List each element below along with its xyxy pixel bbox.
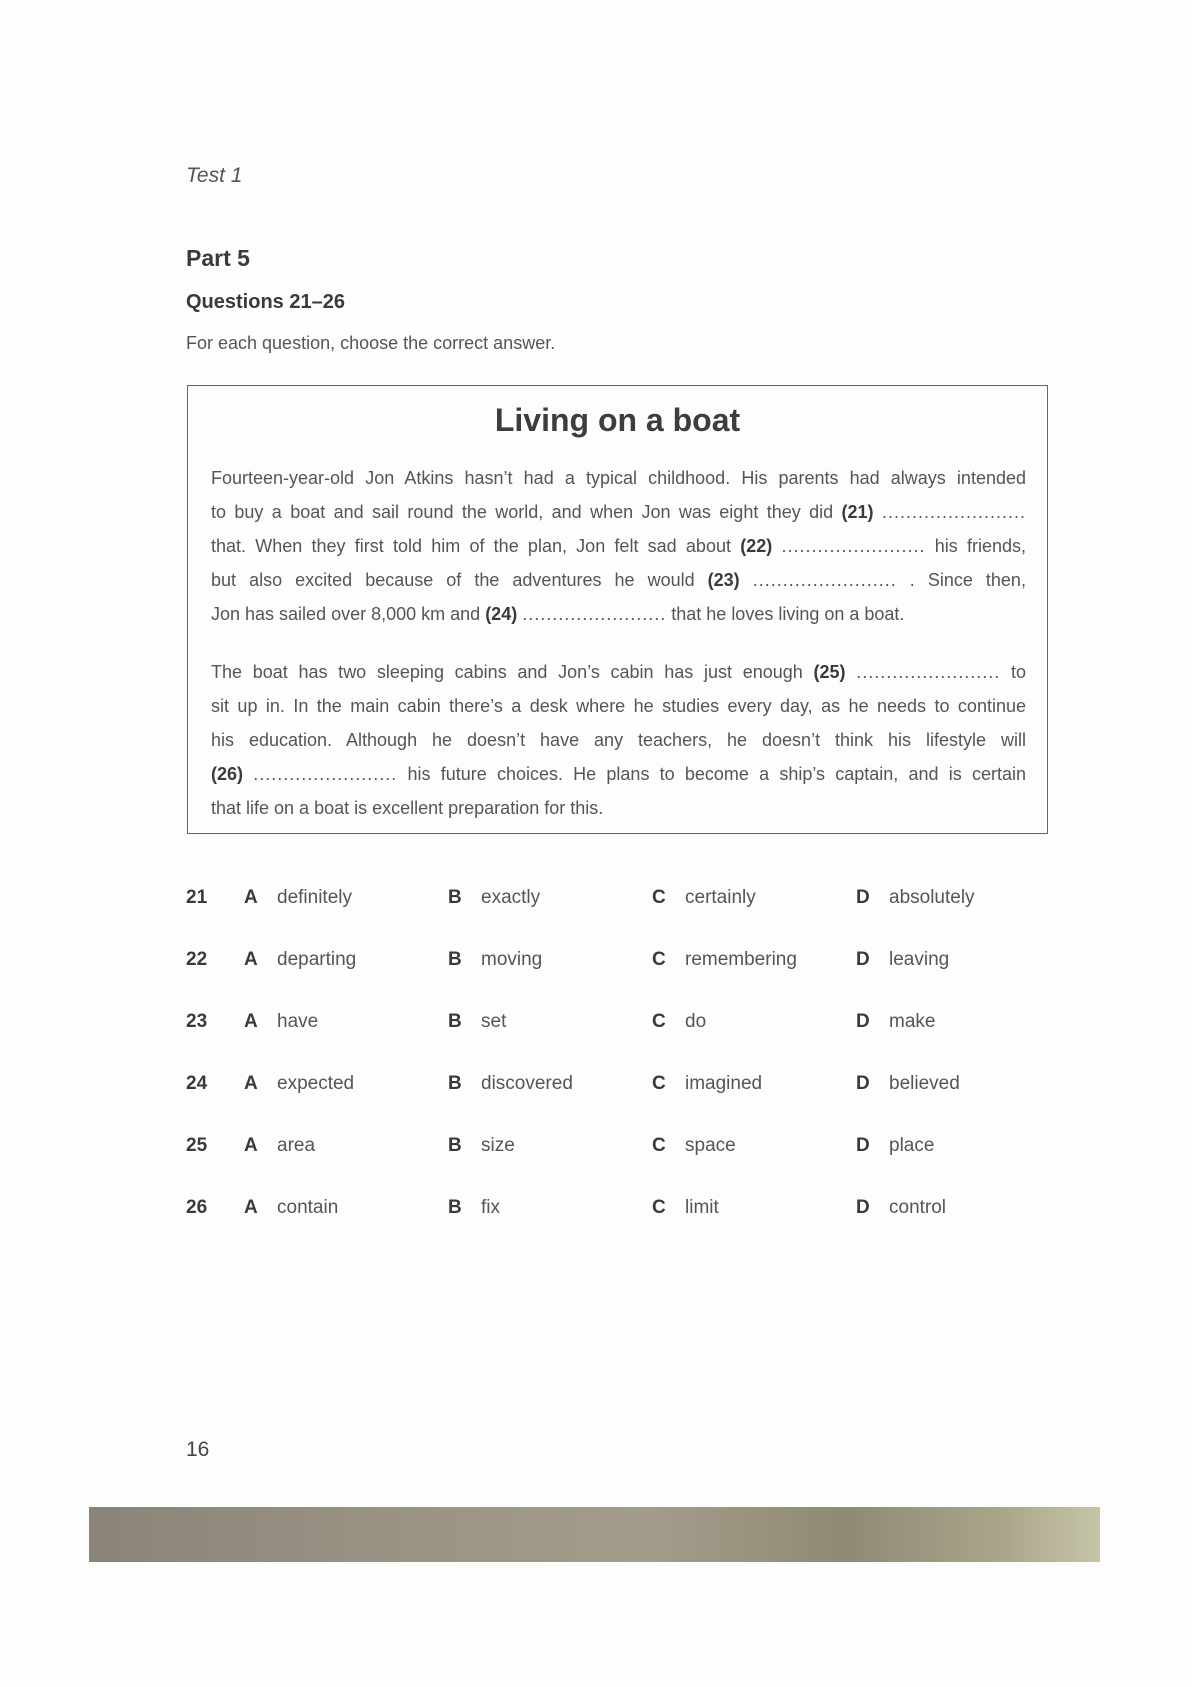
questions-range: Questions 21–26 <box>186 291 345 313</box>
option-a[interactable]: A definitely <box>244 887 352 908</box>
reading-passage-box <box>187 385 1048 834</box>
passage-line: (26) ........................ his future choices. He plans to become a ship’s captain, and is certain <box>211 764 1026 784</box>
question-row-26 <box>186 1193 1048 1223</box>
passage-line: his education. Although he doesn’t have any teachers, he doesn’t think his lifestyle will <box>211 730 1026 750</box>
question-row-25 <box>186 1131 1048 1161</box>
question-number: 23 <box>186 1011 208 1032</box>
question-row-24 <box>186 1069 1048 1099</box>
option-a[interactable]: A departing <box>244 949 357 970</box>
question-number: 24 <box>186 1073 208 1094</box>
question-row-21 <box>186 883 1048 913</box>
option-c[interactable]: C do <box>652 1011 707 1032</box>
page-number: 16 <box>186 1438 210 1461</box>
option-a[interactable]: A have <box>244 1011 319 1032</box>
option-d[interactable]: D absolutely <box>856 887 975 908</box>
gap-25: (25) <box>813 662 846 682</box>
option-c[interactable]: C certainly <box>652 887 756 908</box>
option-b[interactable]: B set <box>448 1011 507 1032</box>
passage-line: The boat has two sleeping cabins and Jon’s cabin has just enough (25) ........................ to <box>211 662 1026 682</box>
option-b[interactable]: B moving <box>448 949 543 970</box>
instruction-text: For each question, choose the correct answer. <box>186 333 556 353</box>
option-b[interactable]: B size <box>448 1135 515 1156</box>
question-number: 21 <box>186 887 208 908</box>
passage-line: but also excited because of the adventures he would (23) ........................ . Since then, <box>211 570 1026 590</box>
passage-paragraph-2 <box>211 655 1026 825</box>
option-b[interactable]: B fix <box>448 1197 500 1218</box>
question-number: 25 <box>186 1135 208 1156</box>
option-d[interactable]: D believed <box>856 1073 960 1094</box>
option-b[interactable]: B exactly <box>448 887 541 908</box>
option-c[interactable]: C space <box>652 1135 736 1156</box>
passage-line: that life on a boat is excellent preparation for this. <box>211 798 604 818</box>
option-c[interactable]: C limit <box>652 1197 719 1218</box>
option-c[interactable]: C imagined <box>652 1073 763 1094</box>
footer-bar <box>89 1507 1100 1562</box>
option-d[interactable]: D control <box>856 1197 947 1218</box>
option-a[interactable]: A contain <box>244 1197 339 1218</box>
question-number: 26 <box>186 1197 208 1218</box>
passage-line: Fourteen-year-old Jon Atkins hasn’t had a typical childhood. His parents had always intended <box>211 468 1026 488</box>
gap-26: (26) <box>211 764 244 784</box>
passage-paragraph-1 <box>211 461 1026 631</box>
passage-line: Jon has sailed over 8,000 km and (24) ........................ that he loves living on a boat. <box>211 604 905 624</box>
passage-line: that. When they first told him of the plan, Jon felt sad about (22) ........................ his friends, <box>211 536 1026 556</box>
option-d[interactable]: D make <box>856 1011 936 1032</box>
gap-24: (24) <box>485 604 518 624</box>
passage-line: sit up in. In the main cabin there’s a desk where he studies every day, as he needs to continue <box>211 696 1026 716</box>
test-label: Test 1 <box>186 164 243 187</box>
question-number: 22 <box>186 949 208 970</box>
part-title: Part 5 <box>186 245 250 271</box>
option-a[interactable]: A expected <box>244 1073 355 1094</box>
gap-21: (21) <box>841 502 874 522</box>
option-c[interactable]: C remembering <box>652 949 797 970</box>
option-a[interactable]: A area <box>244 1135 316 1156</box>
passage-line: to buy a boat and sail round the world, and when Jon was eight they did (21) ........................ <box>211 502 1026 522</box>
gap-22: (22) <box>740 536 773 556</box>
option-b[interactable]: B discovered <box>448 1073 573 1094</box>
passage-title: Living on a boat <box>494 402 741 438</box>
gap-23: (23) <box>707 570 740 590</box>
option-d[interactable]: D place <box>856 1135 935 1156</box>
option-d[interactable]: D leaving <box>856 949 950 970</box>
question-row-22 <box>186 945 1048 975</box>
question-row-23 <box>186 1007 1048 1037</box>
